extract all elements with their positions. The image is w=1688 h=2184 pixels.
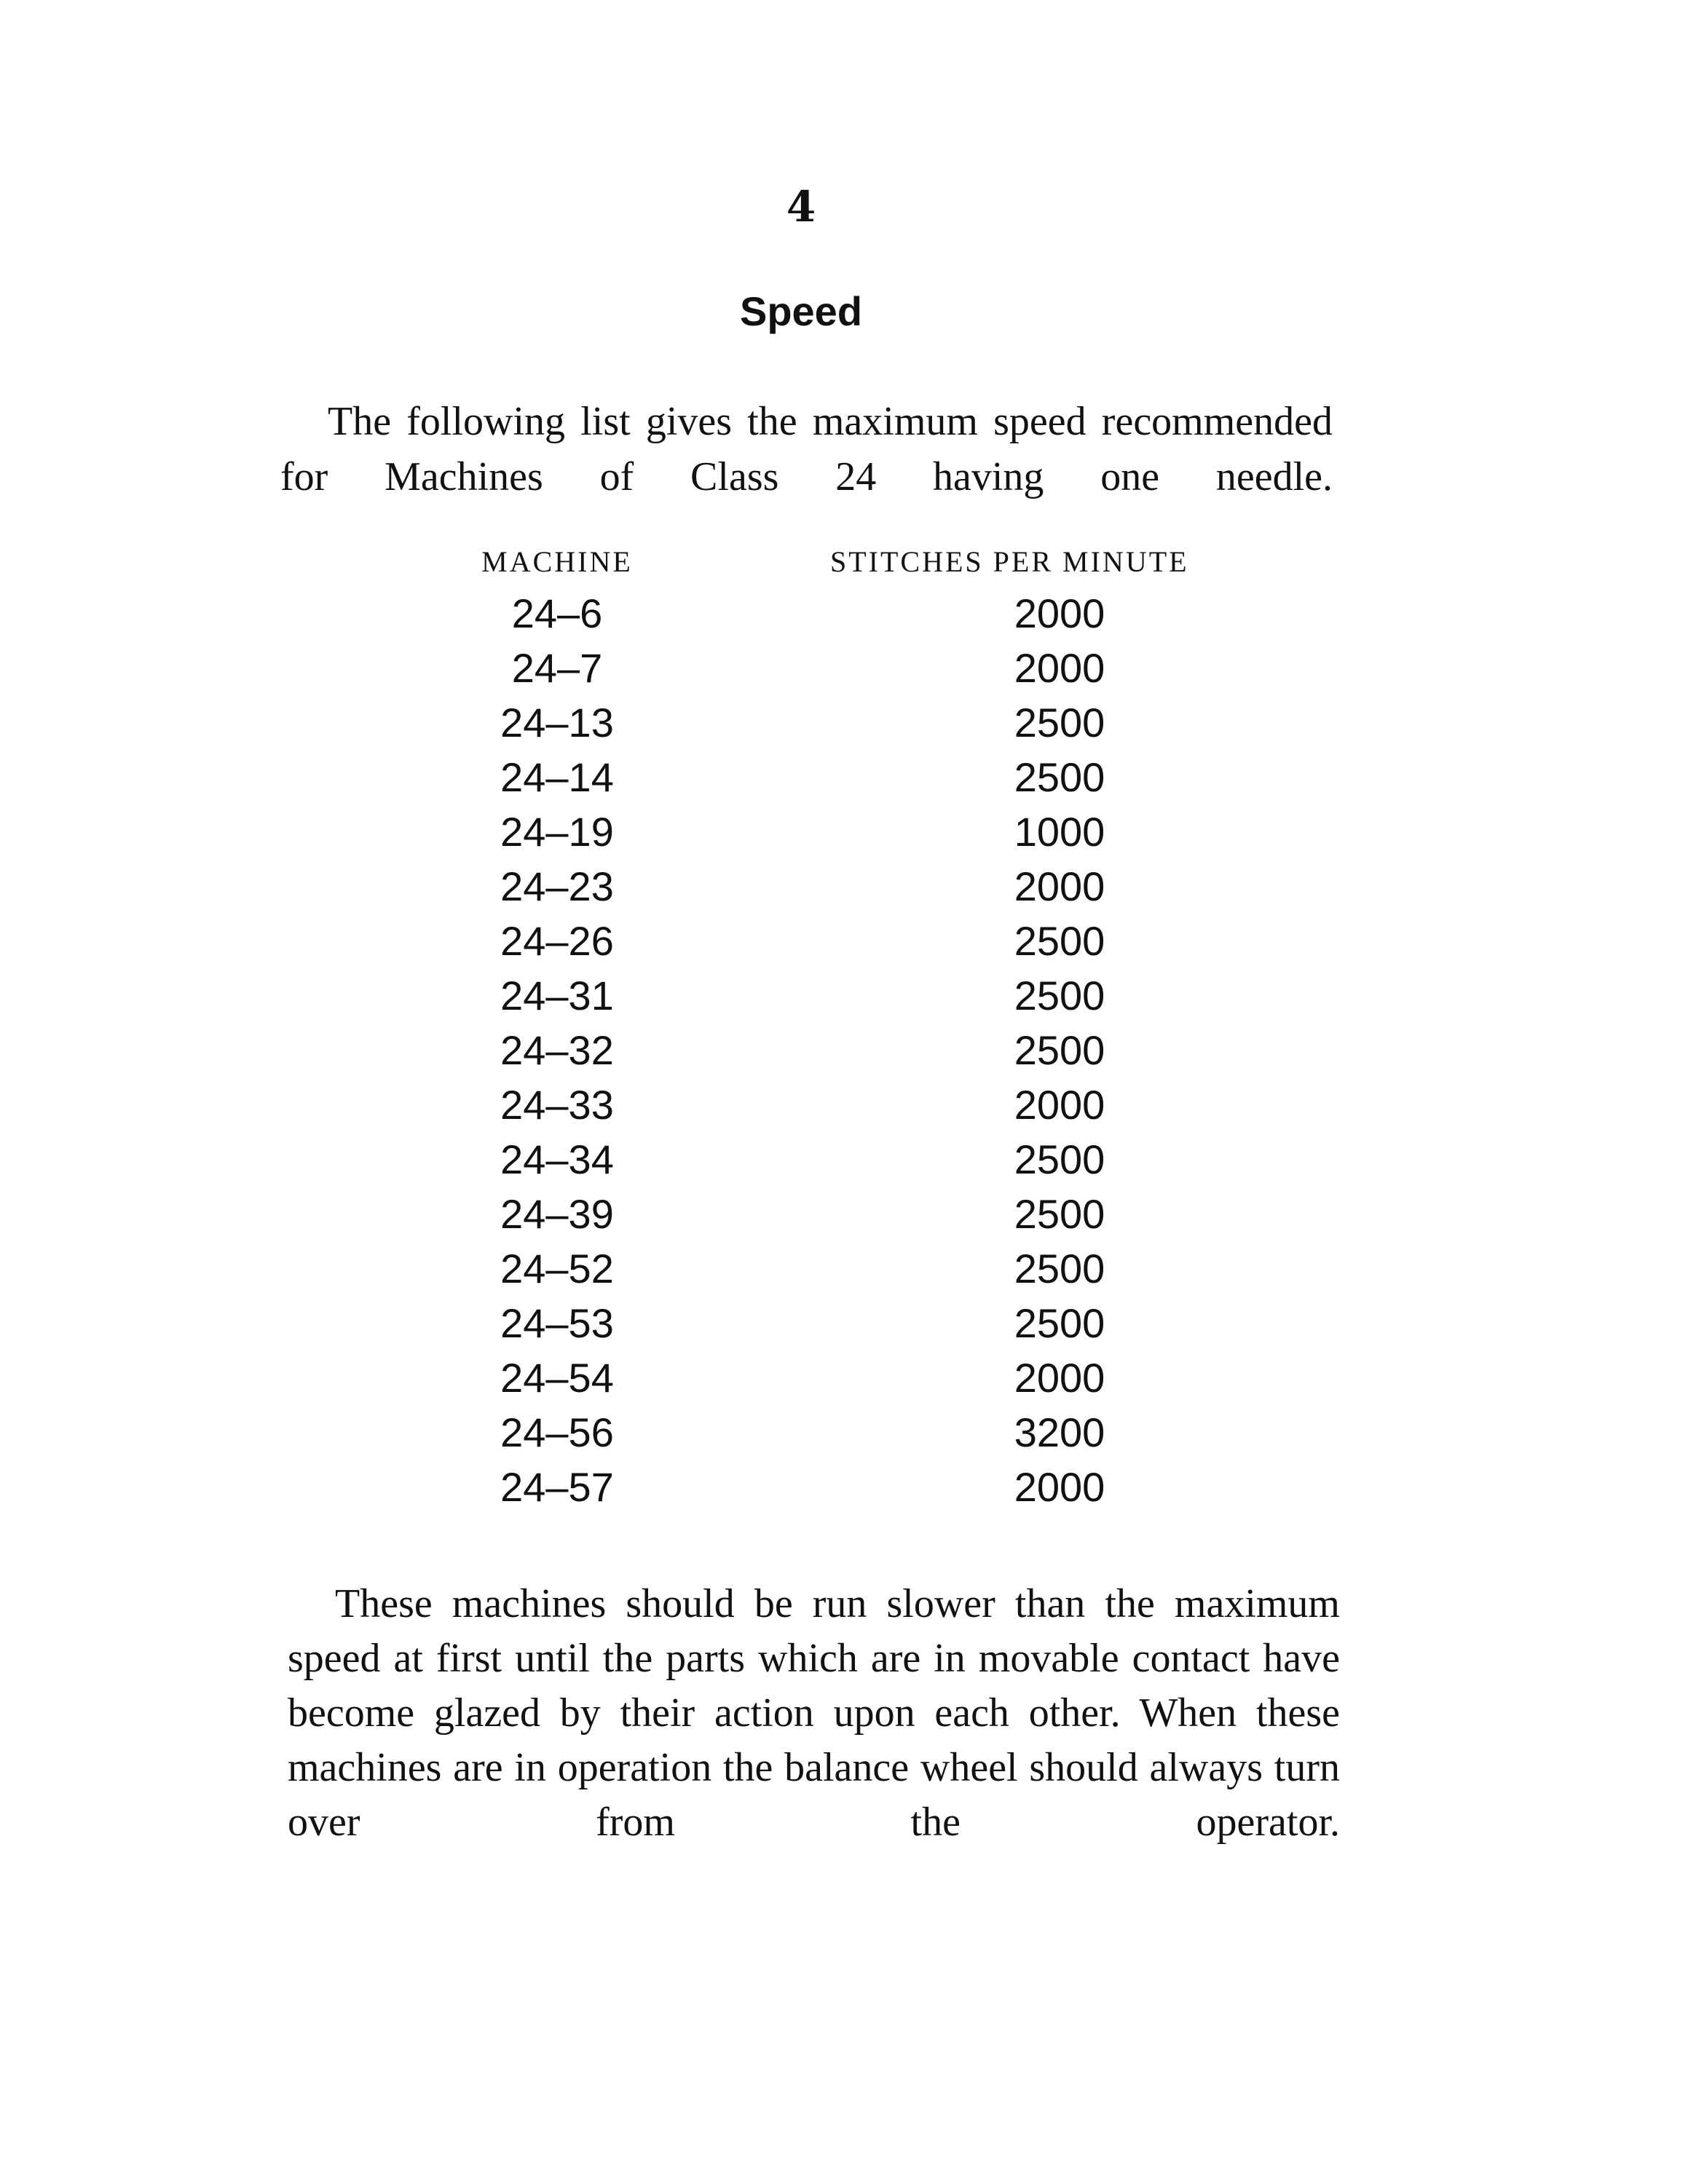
speed-cell: 2500	[1014, 1027, 1105, 1073]
table-row	[0, 1405, 1688, 1460]
machine-cell: 24–56	[500, 1409, 614, 1455]
speed-cell: 2000	[1014, 1355, 1105, 1401]
table-row	[0, 859, 1688, 914]
section-heading: Speed	[739, 288, 863, 334]
table-row	[0, 1350, 1688, 1405]
table-row	[0, 1077, 1688, 1132]
speed-table	[0, 586, 1688, 1514]
machine-cell: 24–52	[500, 1246, 614, 1291]
speed-cell: 2500	[1014, 754, 1105, 800]
table-row	[0, 1241, 1688, 1296]
speed-cell: 2000	[1014, 863, 1105, 909]
machine-cell: 24–32	[500, 1027, 614, 1073]
speed-cell: 2500	[1014, 918, 1105, 964]
table-row	[0, 641, 1688, 695]
machine-cell: 24–57	[500, 1464, 614, 1510]
machine-cell: 24–7	[511, 645, 603, 691]
table-row	[0, 1132, 1688, 1187]
machine-cell: 24–53	[500, 1300, 614, 1346]
machine-cell: 24–19	[500, 809, 614, 855]
speed-cell: 2500	[1014, 1136, 1105, 1182]
speed-cell: 2500	[1014, 700, 1105, 745]
machine-cell: 24–54	[500, 1355, 614, 1401]
speed-cell: 2000	[1014, 645, 1105, 691]
speed-cell: 2500	[1014, 1246, 1105, 1291]
table-row	[0, 1187, 1688, 1241]
speed-column-header: STITCHES PER MINUTE	[830, 545, 1189, 578]
page-number: 4	[786, 182, 816, 232]
table-row	[0, 804, 1688, 859]
speed-cell: 2000	[1014, 1464, 1105, 1510]
machine-cell: 24–31	[500, 973, 614, 1018]
table-row	[0, 1023, 1688, 1077]
machine-cell: 24–39	[500, 1191, 614, 1237]
machine-cell: 24–13	[500, 700, 614, 745]
closing-text: These machines should be run slower than the maximum speed at first until the parts which are in movable contact have become glazed by their action upon each other. When these machines are in operation the balance wheel should always turn over from the operator.	[288, 1581, 1340, 1845]
machine-cell: 24–6	[511, 590, 603, 636]
machine-cell: 24–34	[500, 1136, 614, 1182]
table-row	[0, 914, 1688, 968]
closing-paragraph	[288, 1577, 1340, 1904]
speed-cell: 2500	[1014, 1300, 1105, 1346]
speed-cell: 2500	[1014, 973, 1105, 1018]
machine-column-header: MACHINE	[481, 545, 633, 578]
table-row	[0, 750, 1688, 804]
speed-cell: 2000	[1014, 590, 1105, 636]
table-row	[0, 695, 1688, 750]
table-row	[0, 586, 1688, 641]
table-row	[0, 1296, 1688, 1350]
machine-cell: 24–23	[500, 863, 614, 909]
machine-cell: 24–33	[500, 1082, 614, 1128]
speed-cell: 3200	[1014, 1409, 1105, 1455]
machine-cell: 24–14	[500, 754, 614, 800]
intro-paragraph	[280, 394, 1333, 560]
speed-cell: 2500	[1014, 1191, 1105, 1237]
table-row	[0, 1460, 1688, 1514]
speed-cell: 2000	[1014, 1082, 1105, 1128]
speed-cell: 1000	[1014, 809, 1105, 855]
table-row	[0, 968, 1688, 1023]
machine-cell: 24–26	[500, 918, 614, 964]
intro-text: The following list gives the maximum speed recommended for Machines of Class 24 having one needle.	[280, 399, 1333, 499]
